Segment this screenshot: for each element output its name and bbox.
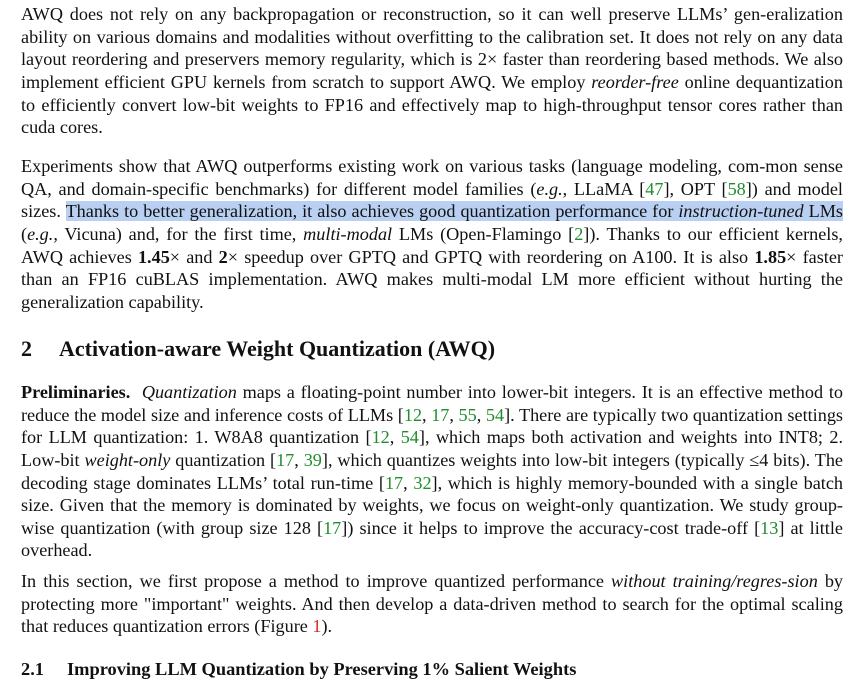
text: ], OPT [ xyxy=(663,178,728,199)
emphasis-eg: e.g. xyxy=(536,178,563,199)
text: Experiments show that AWQ outperforms existing work on various tasks (language modeling, com-mon sense QA, and domain-specific benchmarks) for different model families ( xyxy=(21,156,843,199)
text: maps a floating-point number into lower-bit integers. It is an effective method to reduce the model size and inference costs of LLMs [ xyxy=(21,382,843,425)
emphasis-multi-modal: multi-modal xyxy=(303,223,393,244)
bold-number: 1.85 xyxy=(754,246,787,267)
citation-link[interactable]: 58 xyxy=(727,178,746,199)
text: ], which quantizes weights into low-bit integers (typically ≤4 bits). The decoding stage dominates LLMs’ total run-time [ xyxy=(21,449,843,493)
citation-link[interactable]: 12 xyxy=(403,404,423,425)
text: × speedup over GPTQ and GPTQ with reordering on A100. It is also xyxy=(227,246,755,267)
text: , xyxy=(403,472,414,493)
citation-link[interactable]: 55 xyxy=(458,404,477,425)
paragraph-awq-intro xyxy=(21,3,843,139)
text: , xyxy=(389,427,401,448)
citation-link[interactable]: 12 xyxy=(371,427,390,448)
citation-link[interactable]: 54 xyxy=(400,427,419,448)
text: In this section, we first propose a method to improve quantized performance xyxy=(21,571,612,592)
text: , xyxy=(476,404,486,425)
text: , xyxy=(422,404,432,425)
emphasis-weight-only: weight-only xyxy=(84,449,171,470)
section-heading xyxy=(21,336,495,362)
paragraph-section-overview xyxy=(21,570,843,638)
paragraph-experiments xyxy=(21,155,843,313)
section-number: 2 xyxy=(21,336,32,361)
citation-link[interactable]: 17 xyxy=(276,449,295,470)
citation-link[interactable]: 13 xyxy=(760,517,779,538)
highlighted-text: Thanks to better generalization, it also achieves good quantization performance for xyxy=(65,201,679,222)
subsection-title: Improving LLM Quantization by Preserving 1% Salient Weights xyxy=(67,659,577,679)
text: × and xyxy=(169,246,219,267)
citation-link[interactable]: 17 xyxy=(431,404,450,425)
text: ). xyxy=(321,616,333,637)
text: ]). Thanks to our efficient kernels, AWQ achieves xyxy=(21,223,843,267)
text: , Vicuna) and, for the first time, xyxy=(53,223,304,244)
citation-link[interactable]: 17 xyxy=(384,472,404,493)
text: LMs (Open-Flamingo [ xyxy=(392,223,575,244)
text: , LLaMA [ xyxy=(562,178,646,199)
selected-text-highlight[interactable] xyxy=(66,201,843,221)
paragraph-lead: Preliminaries. xyxy=(21,382,131,403)
text: quantization [ xyxy=(170,449,277,470)
citation-link[interactable]: 17 xyxy=(323,517,342,538)
subsection-number: 2.1 xyxy=(21,659,44,679)
paragraph-preliminaries xyxy=(21,381,843,562)
citation-link[interactable]: 39 xyxy=(303,449,322,470)
text: AWQ does not rely on any backpropagation or reconstruction, so it can well preserve LLMs’ gen-eralization ability on various domains and modalities without overfitting to the calibration set. It does not rely on any data layout reordering and preservers memory regularity, which is 2× faster than reordering based methods. We also implement efficient GPU kernels from scratch to support AWQ. We employ xyxy=(21,4,843,92)
text: ]) and model sizes. xyxy=(21,178,843,222)
text: ], which maps both activation and weights into INT8; 2. Low-bit xyxy=(21,427,843,470)
text: , xyxy=(294,449,304,470)
text: ]) since it helps to improve the accuracy-cost trade-off [ xyxy=(341,517,761,538)
emphasis-reorder-free: reorder-free xyxy=(591,71,679,92)
subsection-heading xyxy=(21,659,576,680)
citation-link[interactable]: 32 xyxy=(413,472,432,493)
emphasis-eg: e.g. xyxy=(27,223,54,244)
emphasis-quantization: Quantization xyxy=(141,382,237,403)
text: by protecting more "important" weights. And then develop a data-driven method to search for the optimal scaling that reduces quantization errors (Figure xyxy=(21,571,844,637)
text: , xyxy=(449,404,459,425)
text: ]. There are typically two quantization settings for LLM quantization: 1. W8A8 quantization [ xyxy=(21,404,844,448)
bold-number: 1.45 xyxy=(137,246,170,267)
bold-number: 2 xyxy=(218,246,228,267)
emphasis-without-training: without training/regres-sion xyxy=(611,571,818,592)
citation-link[interactable]: 47 xyxy=(645,178,664,199)
text: ( xyxy=(21,223,28,244)
citation-link[interactable]: 54 xyxy=(485,404,505,425)
text xyxy=(130,382,142,402)
text: ], which is highly memory-bounded with a single batch size. Given that the memory is dominated by weights, we focus on weight-only quantization. We study group-wise quantization (with group size 128 [ xyxy=(21,472,844,538)
text: ] at little overhead. xyxy=(21,517,843,561)
text: × faster than an FP16 cuBLAS implementation. AWQ makes multi-modal LM more efficient without hurting the generalization capability. xyxy=(21,246,843,312)
citation-link[interactable]: 2 xyxy=(574,223,584,244)
section-title: Activation-aware Weight Quantization (AWQ) xyxy=(59,336,496,361)
emphasis-instruction-tuned: instruction-tuned xyxy=(678,201,804,222)
highlighted-text: LMs xyxy=(803,201,843,222)
text: online dequantization to efficiently convert low-bit weights to FP16 and effectively map to high-throughput tensor cores rather than cuda cores. xyxy=(21,71,843,138)
figure-reference-link[interactable]: 1 xyxy=(312,616,322,637)
